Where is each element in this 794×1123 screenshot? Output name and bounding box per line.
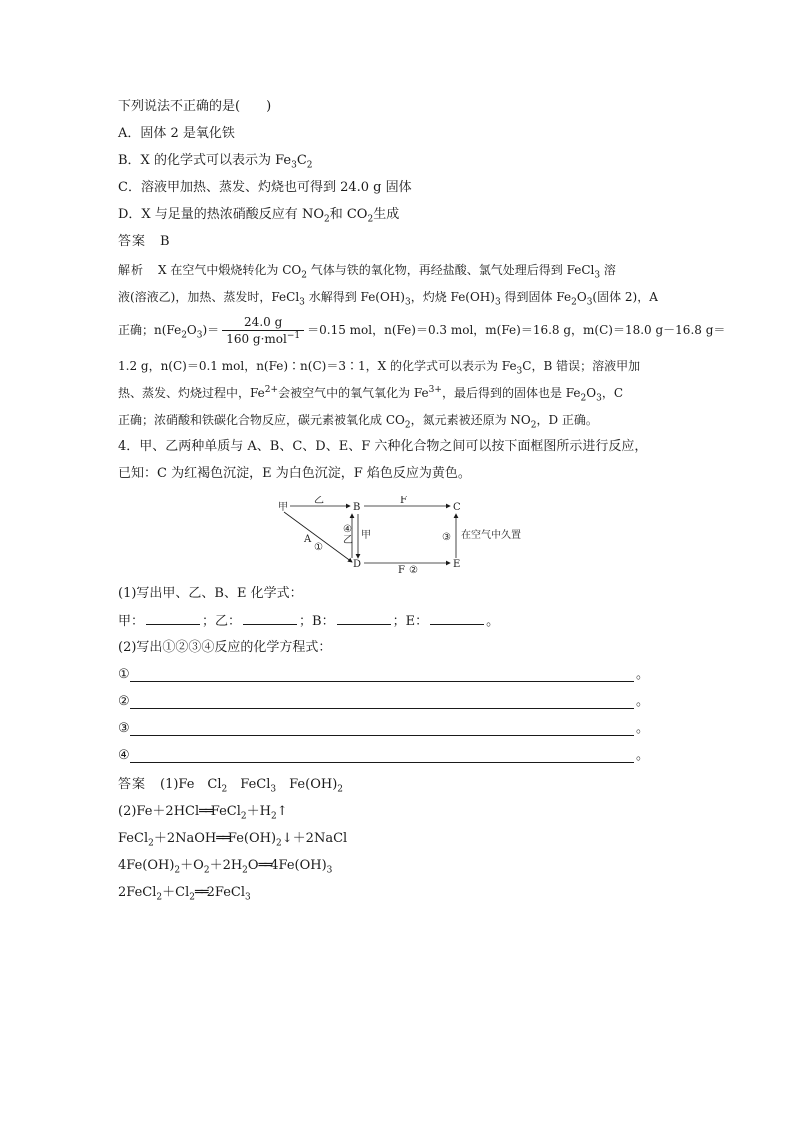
option-d: D．X 与足量的热浓硝酸反应有 $NO_2$和 $CO_2$生成 xyxy=(118,207,400,225)
blank-E[interactable] xyxy=(430,612,484,625)
node-C: C xyxy=(453,502,461,513)
equation-label-2: ② xyxy=(118,694,130,709)
equation-end-1: 。 xyxy=(636,667,650,682)
answer4-equation-1: $(2)Fe+2HCl══FeCl_2+H_2↑$ xyxy=(118,804,288,822)
answer4-equation-4: $2FeCl_2+Cl_2══2FeCl_3$ xyxy=(118,885,251,903)
node-D: D xyxy=(353,559,362,570)
blank-B[interactable] xyxy=(337,612,391,625)
blank-jia[interactable] xyxy=(146,612,200,625)
node-jia: 甲 xyxy=(278,502,288,513)
mass-fraction: $\frac{24.0 g}{160 g\cdot mol^{-1}}$ xyxy=(222,314,304,347)
equation-blank-4[interactable] xyxy=(130,762,634,763)
fill-in-line: 甲： ；乙： ；B： ；E： 。 xyxy=(118,614,500,629)
equation-end-2: 。 xyxy=(636,694,650,709)
answer4-equation-2: $FeCl_2+2NaOH══Fe(OH)_2↓+2NaCl$ xyxy=(118,831,348,849)
equation-blank-1[interactable] xyxy=(130,681,634,682)
equation-label-4: ④ xyxy=(118,748,130,763)
reaction-diagram xyxy=(270,496,530,574)
equation-blank-2[interactable] xyxy=(130,708,634,709)
equation-label-3: ③ xyxy=(118,721,130,736)
equation-end-3: 。 xyxy=(636,721,650,736)
label-circle-4: ④ xyxy=(343,524,352,535)
option-b: B．X 的化学式可以表示为 $Fe_3C_2$ xyxy=(118,153,313,171)
label-jia-vertical: 甲 xyxy=(361,530,371,541)
label-yi: 乙 xyxy=(314,496,324,506)
label-circle-3: ③ xyxy=(442,532,451,543)
label-circle-2: ② xyxy=(409,565,418,574)
label-circle-1: ① xyxy=(314,542,323,553)
subquestion-1: (1)写出甲、乙、B、E 化学式： xyxy=(118,586,303,601)
option-a: A．固体 2 是氧化铁 xyxy=(118,126,235,141)
analysis-line-2: 液(溶液乙)，加热、蒸发时，FeCl$_3$ 水解得到 $Fe(OH)_3$，灼烧 $Fe(OH)_3$ 得到固体 $Fe_2O_3$(固体 2)，A xyxy=(118,290,658,308)
label-A: A xyxy=(304,534,312,545)
question4-line-1: 4．甲、乙两种单质与 A、B、C、D、E、F 六种化合物之间可以按下面框图所示进行反应， xyxy=(118,439,648,454)
equation-end-4: 。 xyxy=(636,748,650,763)
equation-label-1: ① xyxy=(118,667,130,682)
option-c: C．溶液甲加热、蒸发、灼烧也可得到 24.0 g 固体 xyxy=(118,180,412,195)
analysis-line-3: 正确；$n(Fe_2O_3)=$ $\frac{24.0 g}{160 g\cdot mol^{-1}}$ ＝0.15 mol，n(Fe)＝0.3 mol，m(Fe)＝16.8 g，m(C)＝18.0 g－16.8 g＝ xyxy=(118,315,726,346)
label-yi-vertical: 乙 xyxy=(343,535,353,546)
answer-line: 答案 B xyxy=(118,234,170,249)
label-air: 在空气中久置 xyxy=(461,530,521,541)
label-F-bottom: F xyxy=(398,565,405,574)
arrow-jia-to-D xyxy=(284,512,352,562)
answer4-equation-3: $4Fe(OH)_2+O_2+2H_2O══4Fe(OH)_3$ xyxy=(118,858,333,876)
analysis-line-6: 正确；浓硝酸和铁碳化合物反应，碳元素被氧化成 $CO_2$，氮元素被还原为 $NO_2$，D 正确。 xyxy=(118,413,598,431)
subquestion-2: (2)写出①②③④反应的化学方程式： xyxy=(118,640,332,655)
blank-yi[interactable] xyxy=(243,612,297,625)
label-F-top: F xyxy=(400,496,407,506)
equation-blank-3[interactable] xyxy=(130,735,634,736)
analysis-line-1: 解析 X 在空气中煅烧转化为 $CO_2$ 气体与铁的氧化物，再经盐酸、氯气处理后得到 FeCl$_3$ 溶 xyxy=(118,263,616,281)
node-E: E xyxy=(453,559,461,570)
question-stem: 下列说法不正确的是( ) xyxy=(118,99,272,114)
question4-line-2: 已知：C 为红褐色沉淀，E 为白色沉淀，F 焰色反应为黄色。 xyxy=(118,466,471,481)
node-B: B xyxy=(353,502,361,513)
answer4-line-1: 答案 (1)Fe $Cl_2$ FeCl$_3$ $Fe(OH)_2$ xyxy=(118,777,344,795)
analysis-line-4: 1.2 g，n(C)＝0.1 mol，n(Fe)∶n(C)＝3∶1，X 的化学式可以表示为 $Fe_3C$，B 错误；溶液甲加 xyxy=(118,359,641,377)
analysis-line-5: 热、蒸发、灼烧过程中，$Fe^{2+}$会被空气中的氧气氧化为 $Fe^{3+}$，最后得到的固体也是 $Fe_2O_3$，C xyxy=(118,385,624,404)
